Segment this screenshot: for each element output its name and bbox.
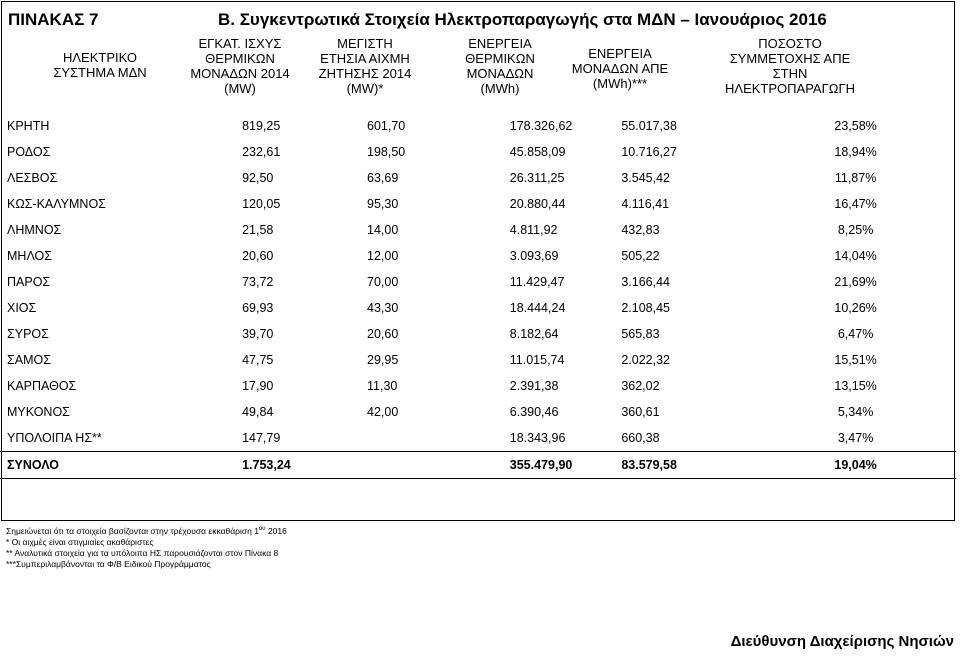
table-row xyxy=(0,113,956,139)
note-peaks: * Οι αιχμές είναι στιγμιαίες ακαθάριστες xyxy=(6,536,154,547)
res-energy-cell: 432,83 xyxy=(621,223,660,237)
res-energy-cell: 10.716,27 xyxy=(621,145,677,159)
table-number: ΠΙΝΑΚΑΣ 7 xyxy=(8,10,99,29)
title-row xyxy=(0,0,960,34)
header-res-energy: ΕΝΕΡΓΕΙΑ ΜΟΝΑΔΩΝ ΑΠΕ (MWh)*** xyxy=(571,46,669,91)
system-cell: ΥΠΟΛΟΙΠΑ ΗΣ** xyxy=(7,431,102,445)
table-row xyxy=(0,425,956,452)
system-cell: ΡΟΔΟΣ xyxy=(7,145,51,159)
capacity-cell: 147,79 xyxy=(242,431,281,445)
res-energy-cell: 2.022,32 xyxy=(621,353,670,367)
capacity-cell: 47,75 xyxy=(242,353,274,367)
thermal-energy-cell: 20.880,44 xyxy=(509,197,566,211)
peak-cell: 198,50 xyxy=(367,145,406,159)
note-source: Σημειώνεται ότι τα στοιχεία βασίζονται στην τρέχουσα εκκαθάριση $1^{o\upsilon}$ 2016 xyxy=(6,525,287,536)
capacity-cell: 73,72 xyxy=(242,275,274,289)
res-energy-cell: 660,38 xyxy=(621,431,660,445)
system-cell: ΜΗΛΟΣ xyxy=(7,249,52,263)
system-cell: ΣΥΡΟΣ xyxy=(7,327,49,341)
system-cell: ΛΕΣΒΟΣ xyxy=(7,171,58,185)
peak-cell: 14,00 xyxy=(367,223,399,237)
capacity-cell: 120,05 xyxy=(242,197,281,211)
system-cell: ΛΗΜΝΟΣ xyxy=(7,223,62,237)
capacity-cell: 232,61 xyxy=(242,145,281,159)
system-cell: ΣΑΜΟΣ xyxy=(7,353,51,367)
header-res-share: ΠΟΣΟΣΤΟ ΣΥΜΜΕΤΟΧΗΣ ΑΠΕ ΣΤΗΝ ΗΛΕΚΤΡΟΠΑΡΑΓΩΓΗ xyxy=(725,36,855,96)
peak-cell: 95,30 xyxy=(367,197,399,211)
peak-cell: 11,30 xyxy=(367,379,398,393)
peak-cell: 12,00 xyxy=(367,249,399,263)
page-title: Β. Συγκεντρωτικά Στοιχεία Ηλεκτροπαραγωγής στα ΜΔΝ – Ιανουάριος 2016 xyxy=(218,10,827,29)
peak-cell: 43,30 xyxy=(367,301,399,315)
res-energy-cell: 3.166,44 xyxy=(621,275,670,289)
res-share-cell: 21,69% xyxy=(834,275,877,289)
res-share-cell: 16,47% xyxy=(834,197,877,211)
table-row xyxy=(0,269,956,295)
res-share-cell: 19,04% xyxy=(755,452,956,479)
thermal-energy-cell: 11.429,47 xyxy=(509,275,565,289)
thermal-energy-cell: 26.311,25 xyxy=(509,171,565,185)
header-system: ΗΛΕΚΤΡΙΚΟ ΣΥΣΤΗΜΑ ΜΔΝ xyxy=(53,50,147,80)
header-peak: ΜΕΓΙΣΤΗ ΕΤΗΣΙΑ ΑΙΧΜΗ ΖΗΤΗΣΗΣ 2014 (MW)* xyxy=(318,36,412,96)
peak-cell: 29,95 xyxy=(367,353,399,367)
res-energy-cell: 360,61 xyxy=(621,405,660,419)
res-share-cell: 18,94% xyxy=(834,145,877,159)
res-energy-cell: 3.545,42 xyxy=(621,171,670,185)
res-energy-cell: 2.108,45 xyxy=(621,301,670,315)
thermal-energy-cell: 4.811,92 xyxy=(509,223,558,237)
table-row xyxy=(0,295,956,321)
system-cell: ΜΥΚΟΝΟΣ xyxy=(7,405,70,419)
res-share-cell: 14,04% xyxy=(834,249,877,263)
thermal-energy-cell: 18.343,96 xyxy=(509,431,566,445)
footer-department: Διεύθυνση Διαχείρισης Νησιών xyxy=(730,633,954,650)
peak-cell: 42,00 xyxy=(367,405,399,419)
table-row xyxy=(0,165,956,191)
notes xyxy=(6,524,287,570)
capacity-cell: 1.753,24 xyxy=(242,452,367,479)
capacity-cell: 49,84 xyxy=(242,405,274,419)
res-share-cell: 5,34% xyxy=(837,405,874,419)
table-row xyxy=(0,373,956,399)
data-table xyxy=(0,113,956,479)
system-cell: ΚΡΗΤΗ xyxy=(7,119,50,133)
thermal-energy-cell: 8.182,64 xyxy=(509,327,559,341)
res-share-cell: 6,47% xyxy=(837,327,874,341)
res-energy-cell: 55.017,38 xyxy=(621,119,677,133)
thermal-energy-cell: 11.015,74 xyxy=(509,353,565,367)
capacity-cell: 39,70 xyxy=(242,327,274,341)
res-share-cell: 15,51% xyxy=(834,353,877,367)
total-row xyxy=(0,452,956,479)
res-share-cell: 13,15% xyxy=(834,379,877,393)
res-energy-cell: 362,02 xyxy=(621,379,660,393)
table-row xyxy=(0,191,956,217)
table-row xyxy=(0,321,956,347)
res-share-cell: 8,25% xyxy=(837,223,874,237)
peak-cell: 70,00 xyxy=(367,275,399,289)
thermal-energy-cell: 2.391,38 xyxy=(509,379,559,393)
thermal-energy-cell: 3.093,69 xyxy=(509,249,559,263)
res-share-cell: 11,87% xyxy=(834,171,877,185)
capacity-cell: 21,58 xyxy=(242,223,274,237)
res-share-cell: 3,47% xyxy=(837,431,874,445)
res-energy-cell: 4.116,41 xyxy=(621,197,670,211)
header-capacity: ΕΓΚΑΤ. ΙΣΧΥΣ ΘΕΡΜΙΚΩΝ ΜΟΝΑΔΩΝ 2014 (MW) xyxy=(190,36,290,96)
system-cell: ΧΙΟΣ xyxy=(7,301,37,315)
note-other-systems: ** Αναλυτικά στοιχεία για τα υπόλοιπα ΗΣ παρουσιάζονται στον Πίνακα 8 xyxy=(6,547,279,558)
capacity-cell: 92,50 xyxy=(242,171,274,185)
system-cell: ΚΩΣ-ΚΑΛΥΜΝΟΣ xyxy=(7,197,106,211)
res-share-cell: 10,26% xyxy=(834,301,877,315)
peak-cell: 63,69 xyxy=(367,171,399,185)
table-row xyxy=(0,139,956,165)
peak-cell xyxy=(367,452,510,479)
capacity-cell: 69,93 xyxy=(242,301,274,315)
capacity-cell: 819,25 xyxy=(242,119,281,133)
system-cell: ΣΥΝΟΛΟ xyxy=(0,452,242,479)
table-row xyxy=(0,347,956,373)
note-pv: ***Συμπεριλαμβάνονται τα Φ/Β Ειδικού Προγράμματος xyxy=(6,558,211,569)
thermal-energy-cell: 6.390,46 xyxy=(509,405,559,419)
thermal-energy-cell: 18.444,24 xyxy=(509,301,566,315)
thermal-energy-cell: 178.326,62 xyxy=(509,119,573,133)
header-thermal-energy: ΕΝΕΡΓΕΙΑ ΘΕΡΜΙΚΩΝ ΜΟΝΑΔΩΝ (MWh) xyxy=(465,36,535,96)
table-row xyxy=(0,243,956,269)
res-energy-cell: 83.579,58 xyxy=(621,452,755,479)
capacity-cell: 17,90 xyxy=(242,379,274,393)
thermal-energy-cell: 45.858,09 xyxy=(509,145,566,159)
system-cell: ΚΑΡΠΑΘΟΣ xyxy=(7,379,77,393)
thermal-energy-cell: 355.479,90 xyxy=(510,452,622,479)
table-row xyxy=(0,399,956,425)
res-share-cell: 23,58% xyxy=(834,119,877,133)
res-energy-cell: 505,22 xyxy=(621,249,660,263)
system-cell: ΠΑΡΟΣ xyxy=(7,275,51,289)
capacity-cell: 20,60 xyxy=(242,249,274,263)
res-energy-cell: 565,83 xyxy=(621,327,660,341)
table-row xyxy=(0,217,956,243)
peak-cell: 20,60 xyxy=(367,327,399,341)
peak-cell xyxy=(367,425,510,452)
peak-cell: 601,70 xyxy=(367,119,406,133)
